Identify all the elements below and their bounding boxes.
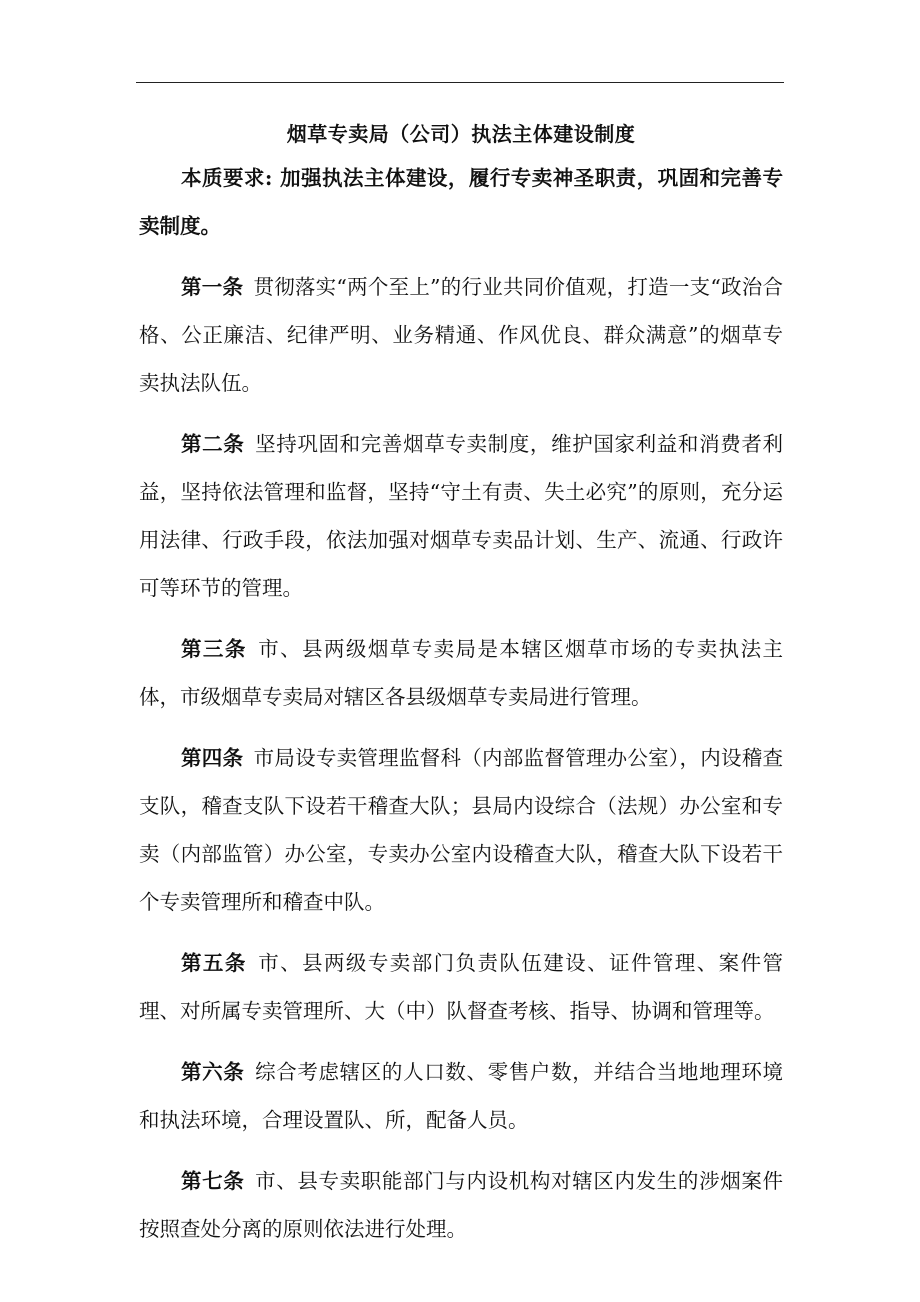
article-6 xyxy=(139,1048,783,1144)
article-3 xyxy=(139,625,783,721)
article-number: 第四条 xyxy=(181,746,244,770)
essential-requirement xyxy=(139,154,783,250)
document-body xyxy=(139,114,783,1253)
article-text: 市局设专卖管理监督科（内部监督管理办公室），内设稽查支队，稽查支队下设若干稽查大队；县局内设综合（法规）办公室和专卖（内部监管）办公室，专卖办公室内设稽查大队，稽查大队下设若干个专卖管理所和稽查中队。 xyxy=(139,746,784,914)
essential-requirement-label: 本质要求: xyxy=(181,166,273,190)
article-number: 第五条 xyxy=(181,951,247,975)
article-text: 坚持巩固和完善烟草专卖制度，维护国家利益和消费者利益，坚持依法管理和监督，坚持“守土有责、失土必究”的原则，充分运用法律、行政手段，依法加强对烟草专卖品计划、生产、流通、行政许可等环节的管理。 xyxy=(139,432,784,600)
document-title: 烟草专卖局（公司）执法主体建设制度 xyxy=(286,122,636,146)
article-number: 第一条 xyxy=(181,275,244,299)
article-text: 综合考虑辖区的人口数、零售户数，并结合当地地理环境和执法环境，合理设置队、所，配备人员。 xyxy=(139,1060,784,1132)
article-number: 第三条 xyxy=(181,637,247,661)
article-number: 第六条 xyxy=(181,1060,245,1084)
essential-requirement-text: 加强执法主体建设，履行专卖神圣职责，巩固和完善专卖制度。 xyxy=(139,166,784,238)
article-text: 市、县两级专卖部门负责队伍建设、证件管理、案件管理、对所属专卖管理所、大（中）队督查考核、指导、协调和管理等。 xyxy=(139,951,784,1023)
article-1 xyxy=(139,263,783,407)
article-7 xyxy=(139,1157,783,1253)
article-number: 第二条 xyxy=(181,432,245,456)
article-number: 第七条 xyxy=(181,1169,245,1193)
article-text: 市、县两级烟草专卖局是本辖区烟草市场的专卖执法主体，市级烟草专卖局对辖区各县级烟草专卖局进行管理。 xyxy=(139,637,784,709)
article-5 xyxy=(139,939,783,1035)
article-text: 市、县专卖职能部门与内设机构对辖区内发生的涉烟案件按照查处分离的原则依法进行处理。 xyxy=(139,1169,784,1241)
article-4 xyxy=(139,734,783,926)
article-text: 贯彻落实“两个至上”的行业共同价值观，打造一支“政治合格、公正廉洁、纪律严明、业务精通、作风优良、群众满意”的烟草专卖执法队伍。 xyxy=(139,275,784,395)
article-2 xyxy=(139,420,783,612)
header-rule xyxy=(136,82,784,83)
